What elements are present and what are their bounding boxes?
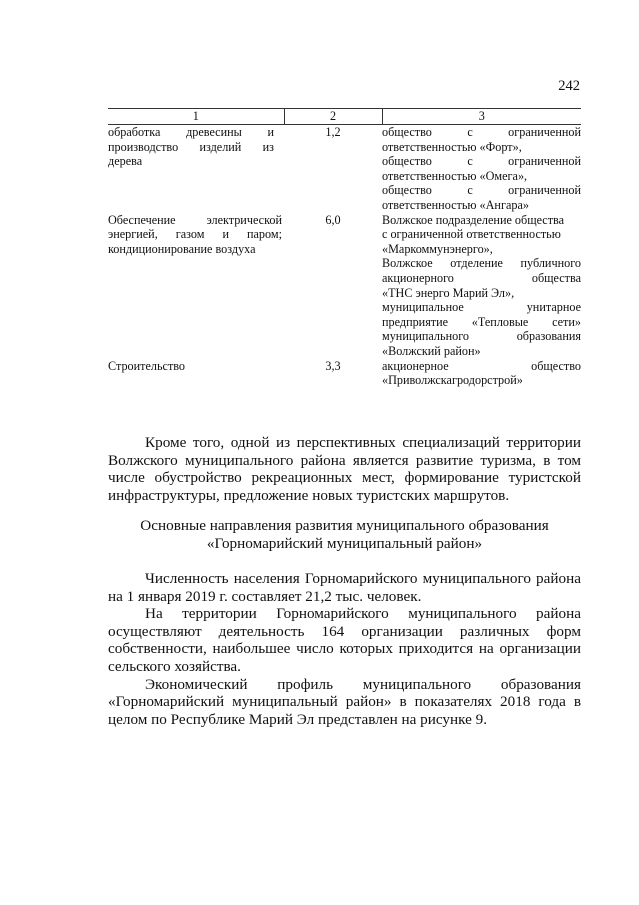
- economic-profile-paragraph: Экономический профиль муниципального образования «Горномарийский муниципальный район» в показателях 2018 года в целом по Республике Марий Эл представлен на рисунке 9.: [108, 675, 581, 728]
- table-row: [108, 125, 581, 213]
- organization-line: «ТНС энерго Марий Эл»,: [382, 285, 515, 300]
- share-cell: 1,2: [325, 125, 341, 139]
- table-header-row: [108, 109, 581, 125]
- organizations-paragraph: На территории Горномарийского муниципального района осуществляют деятельность 164 организации различных форм собственности, наибольшее число которых приходится на организации сельского хозяйства.: [108, 605, 581, 675]
- column-header-3: 3: [382, 109, 581, 125]
- organizations-cell: [382, 359, 581, 388]
- population-paragraph: Численность населения Горномарийского муниципального района на 1 января 2019 г. составляет 21,2 тыс. человек.: [108, 570, 581, 605]
- activity-cell: Строительство: [108, 358, 186, 373]
- table-row: [108, 359, 581, 388]
- table-row: [108, 213, 581, 359]
- organization-line: Волжское подразделение общества: [382, 212, 565, 227]
- section-heading: [108, 517, 581, 553]
- organizations-cell: [382, 213, 581, 359]
- organization-line: ответственностью «Форт»,: [382, 139, 522, 154]
- section-heading-line-1: Основные направления развития муниципального образования: [140, 517, 549, 534]
- organization-line: общество с ограниченной: [382, 125, 581, 139]
- column-header-1: 1: [108, 109, 284, 125]
- organization-line: ответственностью «Омега»,: [382, 168, 528, 183]
- organization-line: акционерное общество: [382, 358, 581, 373]
- organization-line: с ограниченной ответственностью: [382, 227, 561, 242]
- organizations-table: [108, 108, 581, 388]
- tourism-paragraph: Кроме того, одной из перспективных специализаций территории Волжского муниципального района является развитие туризма, в том числе обустройство рекреационных мест, формирование туристской инфраструктуры, предложение новых туристских маршрутов.: [108, 434, 581, 504]
- share-cell: 3,3: [325, 358, 341, 373]
- activity-cell: Обеспечение электрической энергией, газом и паром; кондиционирование воздуха: [108, 212, 282, 256]
- organization-line: предприятие «Тепловые сети»: [382, 314, 581, 329]
- organization-line: «Приволжскагродорстрой»: [382, 373, 523, 388]
- organizations-cell: [382, 125, 581, 213]
- page-number: 242: [558, 78, 580, 94]
- tourism-paragraph-block: [108, 434, 581, 504]
- organization-line: муниципальное унитарное: [382, 300, 581, 315]
- organization-line: «Волжский район»: [382, 343, 481, 358]
- organization-line: муниципального образования: [382, 329, 581, 344]
- organization-line: общество с ограниченной: [382, 154, 581, 169]
- organization-line: общество с ограниченной: [382, 183, 581, 198]
- organization-line: Волжское отделение публичного: [382, 256, 581, 271]
- section-heading-line-2: «Горномарийский муниципальный район»: [206, 535, 483, 552]
- organization-line: «Маркоммунэнерго»,: [382, 241, 493, 256]
- organization-line: ответственностью «Ангара»: [382, 197, 529, 212]
- body-text-block: [108, 570, 581, 728]
- organization-line: акционерного общества: [382, 270, 581, 285]
- activity-cell: обработка древесины и производство изделий из дерева: [108, 125, 274, 169]
- column-header-2: 2: [284, 109, 382, 125]
- share-cell: 6,0: [325, 212, 341, 227]
